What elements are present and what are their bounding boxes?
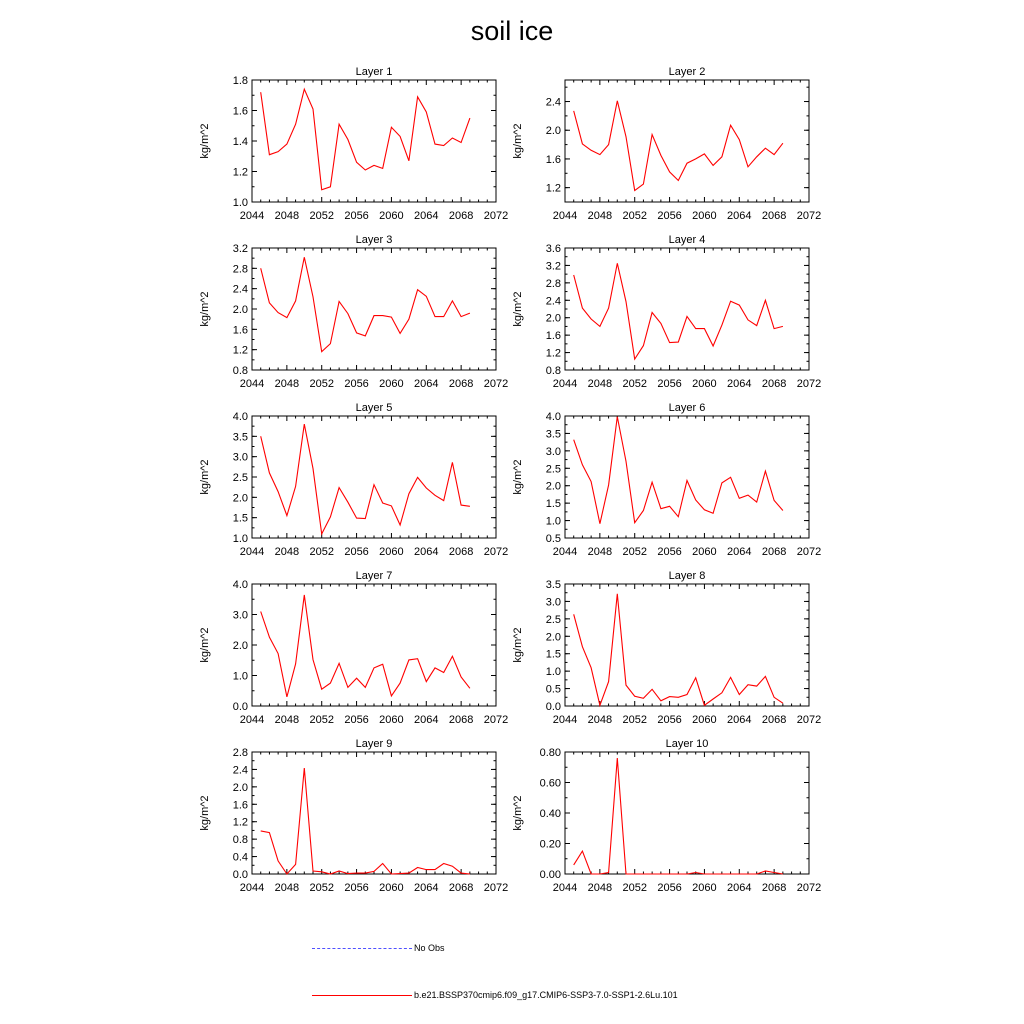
- panel-5-xtick-label: 2060: [379, 546, 404, 558]
- panel-8-ytick-label: 2.0: [545, 631, 561, 644]
- panel-3-xtick-label: 2060: [379, 378, 404, 390]
- panel-6-ytick-label: 3.5: [545, 428, 561, 441]
- panel-2-frame: [565, 80, 809, 202]
- panel-3-xtick-label: 2048: [274, 378, 300, 390]
- panel-7-xtick-label: 2064: [414, 714, 439, 726]
- panel-5-xtick-label: 2064: [414, 546, 439, 558]
- panel-8-frame: [565, 584, 809, 706]
- panel-6-ytick-label: 3.0: [545, 445, 561, 458]
- panel-6-ytick-label: 4.0: [545, 411, 561, 423]
- panel-2-xtick-label: 2060: [692, 210, 717, 222]
- panel-4-xtick-label: 2048: [587, 378, 613, 390]
- panel-4-ylabel: kg/m^2: [512, 291, 524, 327]
- panel-10-ytick-label: 0.40: [539, 808, 561, 820]
- panel-7-ytick-label: 4.0: [232, 579, 248, 591]
- panel-4-ytick-label: 2.0: [545, 312, 561, 325]
- panel-10-xtick-label: 2064: [727, 882, 752, 894]
- panel-4-ytick-label: 2.4: [545, 295, 561, 308]
- panel-10-ylabel: kg/m^2: [512, 795, 524, 831]
- panel-5-ytick-label: 2.0: [232, 492, 248, 505]
- panel-6-ytick-label: 1.0: [545, 515, 561, 528]
- panel-3-xtick-label: 2044: [239, 378, 265, 390]
- panel-3-title: Layer 3: [355, 234, 393, 246]
- panel-9-xtick-label: 2072: [483, 882, 509, 894]
- panel-8-ylabel: kg/m^2: [512, 627, 524, 663]
- panel-10-ytick-label: 0.20: [539, 838, 561, 851]
- panel-9-ytick-label: 0.0: [232, 869, 248, 881]
- panel-1-xtick-label: 2056: [344, 210, 369, 222]
- panel-10-xtick-label: 2044: [552, 882, 578, 894]
- panel-9-ytick-label: 2.0: [232, 781, 248, 794]
- panel-7-ytick-label: 2.0: [232, 640, 248, 652]
- panel-10-xtick-label: 2056: [657, 882, 682, 894]
- panel-3-ytick-label: 3.2: [232, 243, 248, 255]
- panel-5-xtick-label: 2044: [239, 546, 265, 558]
- legend-obs-label: No Obs: [414, 943, 445, 953]
- panel-10-xtick-label: 2068: [761, 882, 787, 894]
- panel-1-ytick-label: 1.6: [232, 105, 248, 118]
- panel-3-ytick-label: 1.6: [232, 324, 248, 337]
- panel-8-ytick-label: 0.5: [545, 683, 561, 696]
- panel-9-title: Layer 9: [355, 738, 393, 750]
- panel-3-ytick-label: 2.4: [232, 283, 248, 296]
- panel-8-xtick-label: 2044: [552, 714, 578, 726]
- panel-5-ytick-label: 3.5: [232, 431, 248, 444]
- panel-2-xtick-label: 2068: [761, 210, 787, 222]
- panel-8-ytick-label: 1.5: [545, 648, 561, 661]
- panel-3-ytick-label: 2.8: [232, 263, 248, 276]
- panel-9-xtick-label: 2044: [239, 882, 265, 894]
- panel-2-ytick-label: 1.6: [545, 153, 561, 166]
- panel-7-xtick-label: 2056: [344, 714, 369, 726]
- panel-6-title: Layer 6: [668, 402, 706, 414]
- panel-6-ytick-label: 2.5: [545, 463, 561, 476]
- panel-7-xtick-label: 2068: [448, 714, 474, 726]
- panel-2-xtick-label: 2064: [727, 210, 752, 222]
- panel-8-xtick-label: 2072: [796, 714, 822, 726]
- panel-3-ytick-label: 1.2: [232, 344, 248, 357]
- panel-1-xtick-label: 2068: [448, 210, 474, 222]
- panel-4-ytick-label: 2.8: [545, 277, 561, 290]
- panel-9-xtick-label: 2052: [309, 882, 334, 894]
- panel-10-series-line: [574, 758, 783, 874]
- panel-2-title: Layer 2: [668, 66, 706, 78]
- panel-4-ytick-label: 1.6: [545, 330, 561, 343]
- panel-1-ytick-label: 1.4: [232, 136, 248, 148]
- panel-7-ytick-label: 1.0: [232, 670, 248, 683]
- panel-2-xtick-label: 2056: [657, 210, 682, 222]
- panel-5-ytick-label: 3.0: [232, 451, 248, 464]
- panel-5-frame: [252, 416, 496, 538]
- panel-9-ytick-label: 0.8: [232, 834, 248, 847]
- panel-4-ytick-label: 1.2: [545, 347, 561, 360]
- panel-4-xtick-label: 2068: [761, 378, 787, 390]
- panel-9-frame: [252, 752, 496, 874]
- panel-3-xtick-label: 2064: [414, 378, 439, 390]
- panel-8-xtick-label: 2064: [727, 714, 752, 726]
- panel-4-xtick-label: 2072: [796, 378, 822, 390]
- panel-1-xtick-label: 2060: [379, 210, 404, 222]
- panel-5-xtick-label: 2072: [483, 546, 509, 558]
- panel-4-xtick-label: 2052: [622, 378, 647, 390]
- panel-10-ytick-label: 0.60: [539, 777, 561, 790]
- panel-4-series-line: [574, 263, 783, 359]
- panel-3-series-line: [261, 257, 470, 352]
- panel-2-xtick-label: 2052: [622, 210, 647, 222]
- panel-1-xtick-label: 2052: [309, 210, 334, 222]
- panel-8-ytick-label: 3.5: [545, 579, 561, 591]
- panel-3-xtick-label: 2052: [309, 378, 334, 390]
- panel-7-xtick-label: 2048: [274, 714, 300, 726]
- panel-2-ytick-label: 2.0: [545, 125, 561, 138]
- legend-obs-line: [312, 948, 412, 949]
- panel-2-ylabel: kg/m^2: [512, 123, 524, 159]
- panel-7-xtick-label: 2060: [379, 714, 404, 726]
- panel-7-xtick-label: 2052: [309, 714, 334, 726]
- panel-10-title: Layer 10: [665, 738, 709, 750]
- legend-model-line: [312, 995, 412, 996]
- panel-7-ylabel: kg/m^2: [199, 627, 211, 663]
- panel-2-xtick-label: 2048: [587, 210, 613, 222]
- panel-6-ytick-label: 1.5: [545, 498, 561, 511]
- panel-2-series-line: [574, 101, 783, 191]
- panel-9-xtick-label: 2060: [379, 882, 404, 894]
- panel-4-xtick-label: 2044: [552, 378, 578, 390]
- panel-6-xtick-label: 2052: [622, 546, 647, 558]
- panel-7-ytick-label: 0.0: [232, 701, 248, 713]
- figure-title: soil ice: [470, 16, 554, 46]
- panel-2-ytick-label: 2.4: [545, 96, 561, 109]
- panel-2-xtick-label: 2072: [796, 210, 822, 222]
- panel-1-title: Layer 1: [355, 66, 393, 78]
- panel-7-frame: [252, 584, 496, 706]
- panel-5-xtick-label: 2048: [274, 546, 300, 558]
- panel-6-ytick-label: 0.5: [545, 533, 561, 545]
- panel-4-xtick-label: 2060: [692, 378, 717, 390]
- panel-2-ytick-label: 1.2: [545, 182, 561, 195]
- panel-9-ytick-label: 2.4: [232, 764, 248, 777]
- legend-model-label: b.e21.BSSP370cmip6.f09_g17.CMIP6-SSP3-7.0-SSP1-2.6Lu.101: [414, 990, 678, 1000]
- panel-10-xtick-label: 2048: [587, 882, 613, 894]
- panel-6-xtick-label: 2068: [761, 546, 787, 558]
- panel-10-ytick-label: 0.80: [539, 747, 561, 759]
- panel-8-xtick-label: 2048: [587, 714, 613, 726]
- panel-4-ytick-label: 0.8: [545, 365, 561, 377]
- panel-8-xtick-label: 2056: [657, 714, 682, 726]
- panel-9-ylabel: kg/m^2: [199, 795, 211, 831]
- panel-9-ytick-label: 2.8: [232, 747, 248, 759]
- panel-1-ytick-label: 1.2: [232, 166, 248, 179]
- panel-6-frame: [565, 416, 809, 538]
- panel-5-title: Layer 5: [355, 402, 393, 414]
- panel-9-xtick-label: 2068: [448, 882, 474, 894]
- panel-5-ylabel: kg/m^2: [199, 459, 211, 495]
- panel-5-series-line: [261, 424, 470, 534]
- panel-6-xtick-label: 2044: [552, 546, 578, 558]
- panel-8-ytick-label: 2.5: [545, 613, 561, 626]
- panel-10-xtick-label: 2072: [796, 882, 822, 894]
- panel-10-ytick-label: 0.00: [539, 869, 561, 881]
- panel-9-series-line: [261, 768, 470, 874]
- panel-7-title: Layer 7: [355, 570, 393, 582]
- panel-6-xtick-label: 2048: [587, 546, 613, 558]
- panel-8-xtick-label: 2052: [622, 714, 647, 726]
- panel-5-xtick-label: 2052: [309, 546, 334, 558]
- panel-6-xtick-label: 2072: [796, 546, 822, 558]
- panel-3-xtick-label: 2056: [344, 378, 369, 390]
- panel-6-xtick-label: 2056: [657, 546, 682, 558]
- panel-4-title: Layer 4: [668, 234, 706, 246]
- panel-10-xtick-label: 2052: [622, 882, 647, 894]
- panel-3-ylabel: kg/m^2: [199, 291, 211, 327]
- panel-5-ytick-label: 4.0: [232, 411, 248, 423]
- panel-1-ytick-label: 1.8: [232, 75, 248, 87]
- panel-1-series-line: [261, 89, 470, 190]
- panel-3-ytick-label: 2.0: [232, 304, 248, 316]
- panel-4-xtick-label: 2064: [727, 378, 752, 390]
- panel-3-frame: [252, 248, 496, 370]
- panel-9-ytick-label: 1.2: [232, 816, 248, 829]
- panel-7-series-line: [261, 595, 470, 697]
- panel-8-title: Layer 8: [668, 570, 706, 582]
- panel-6-series-line: [574, 417, 783, 524]
- panel-5-ytick-label: 1.5: [232, 512, 248, 525]
- panel-1-xtick-label: 2064: [414, 210, 439, 222]
- panel-5-ytick-label: 2.5: [232, 472, 248, 484]
- panel-1-xtick-label: 2044: [239, 210, 265, 222]
- panel-9-ytick-label: 1.6: [232, 799, 248, 812]
- panel-8-ytick-label: 1.0: [545, 666, 561, 679]
- panel-5-ytick-label: 1.0: [232, 533, 248, 545]
- panel-9-xtick-label: 2056: [344, 882, 369, 894]
- panel-9-ytick-label: 0.4: [232, 851, 248, 864]
- panel-5-xtick-label: 2068: [448, 546, 474, 558]
- panel-4-frame: [565, 248, 809, 370]
- panel-3-ytick-label: 0.8: [232, 365, 248, 377]
- panel-7-xtick-label: 2072: [483, 714, 509, 726]
- panel-7-ytick-label: 3.0: [232, 609, 248, 622]
- panel-3-xtick-label: 2072: [483, 378, 509, 390]
- panel-1-xtick-label: 2072: [483, 210, 509, 222]
- panel-2-xtick-label: 2044: [552, 210, 578, 222]
- panel-10-frame: [565, 752, 809, 874]
- panel-6-xtick-label: 2064: [727, 546, 752, 558]
- panel-8-xtick-label: 2060: [692, 714, 717, 726]
- panel-9-xtick-label: 2048: [274, 882, 300, 894]
- panel-4-ytick-label: 3.2: [545, 260, 561, 273]
- panel-6-ytick-label: 2.0: [545, 480, 561, 493]
- panel-1-ylabel: kg/m^2: [199, 123, 211, 159]
- panel-6-xtick-label: 2060: [692, 546, 717, 558]
- panel-8-ytick-label: 0.0: [545, 701, 561, 713]
- panel-4-xtick-label: 2056: [657, 378, 682, 390]
- panel-7-xtick-label: 2044: [239, 714, 265, 726]
- panel-3-xtick-label: 2068: [448, 378, 474, 390]
- panel-5-xtick-label: 2056: [344, 546, 369, 558]
- panel-9-xtick-label: 2064: [414, 882, 439, 894]
- panel-10-xtick-label: 2060: [692, 882, 717, 894]
- panel-8-series-line: [574, 594, 783, 706]
- panel-1-xtick-label: 2048: [274, 210, 300, 222]
- panel-6-ylabel: kg/m^2: [512, 459, 524, 495]
- panel-4-ytick-label: 3.6: [545, 243, 561, 255]
- panel-8-ytick-label: 3.0: [545, 596, 561, 609]
- panel-8-xtick-label: 2068: [761, 714, 787, 726]
- panel-1-ytick-label: 1.0: [232, 197, 248, 209]
